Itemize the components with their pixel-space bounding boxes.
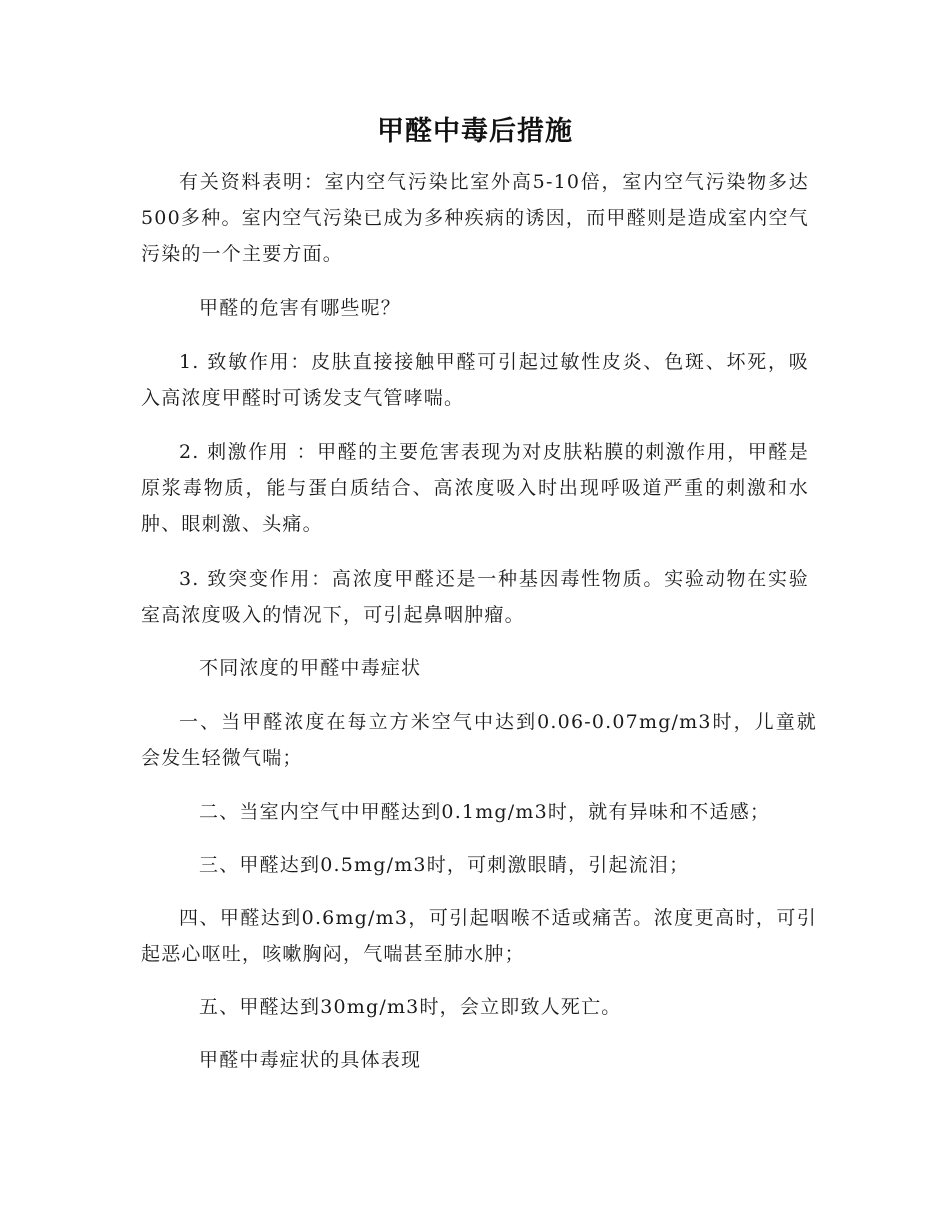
detail-heading: 甲醛中毒症状的具体表现 — [199, 1049, 422, 1071]
symptom-item-4: 四、甲醛达到0.6mg/m3，可引起咽喉不适或痛苦。浓度更高时，可引起恶心呕吐，咳嗽胸闷，气喘甚至肺水肿； — [141, 907, 817, 965]
document-title: 甲醛中毒后措施 — [377, 116, 573, 147]
symptom-item-5: 五、甲醛达到30mg/m3时，会立即致人死亡。 — [199, 996, 622, 1018]
harm-item-2: 2. 刺激作用 ：甲醛的主要危害表现为对皮肤粘膜的刺激作用，甲醛是原浆毒物质，能与蛋白质结合、高浓度吸入时出现呼吸道严重的刺激和水肿、眼刺激、头痛。 — [141, 441, 809, 535]
symptom-heading: 不同浓度的甲醛中毒症状 — [199, 657, 422, 679]
intro-paragraph: 有关资料表明：室内空气污染比室外高5-10倍，室内空气污染物多达500多种。室内空气污染已成为多种疾病的诱因，而甲醛则是造成室内空气污染的一个主要方面。 — [141, 171, 809, 265]
harm-item-1: 1. 致敏作用：皮肤直接接触甲醛可引起过敏性皮炎、色斑、坏死，吸入高浓度甲醛时可诱发支气管哮喘。 — [141, 351, 809, 409]
symptom-item-1: 一、当甲醛浓度在每立方米空气中达到0.06-0.07mg/m3时，儿童就会发生轻微气喘； — [141, 711, 817, 769]
symptom-item-3: 三、甲醛达到0.5mg/m3时，可刺激眼睛，引起流泪； — [199, 854, 690, 876]
harm-item-3: 3. 致突变作用：高浓度甲醛还是一种基因毒性物质。实验动物在实验室高浓度吸入的情况下，可引起鼻咽肿瘤。 — [141, 568, 809, 626]
symptom-item-2: 二、当室内空气中甲醛达到0.1mg/m3时，就有异味和不适感； — [199, 801, 771, 823]
harm-heading: 甲醛的危害有哪些呢？ — [199, 297, 402, 319]
